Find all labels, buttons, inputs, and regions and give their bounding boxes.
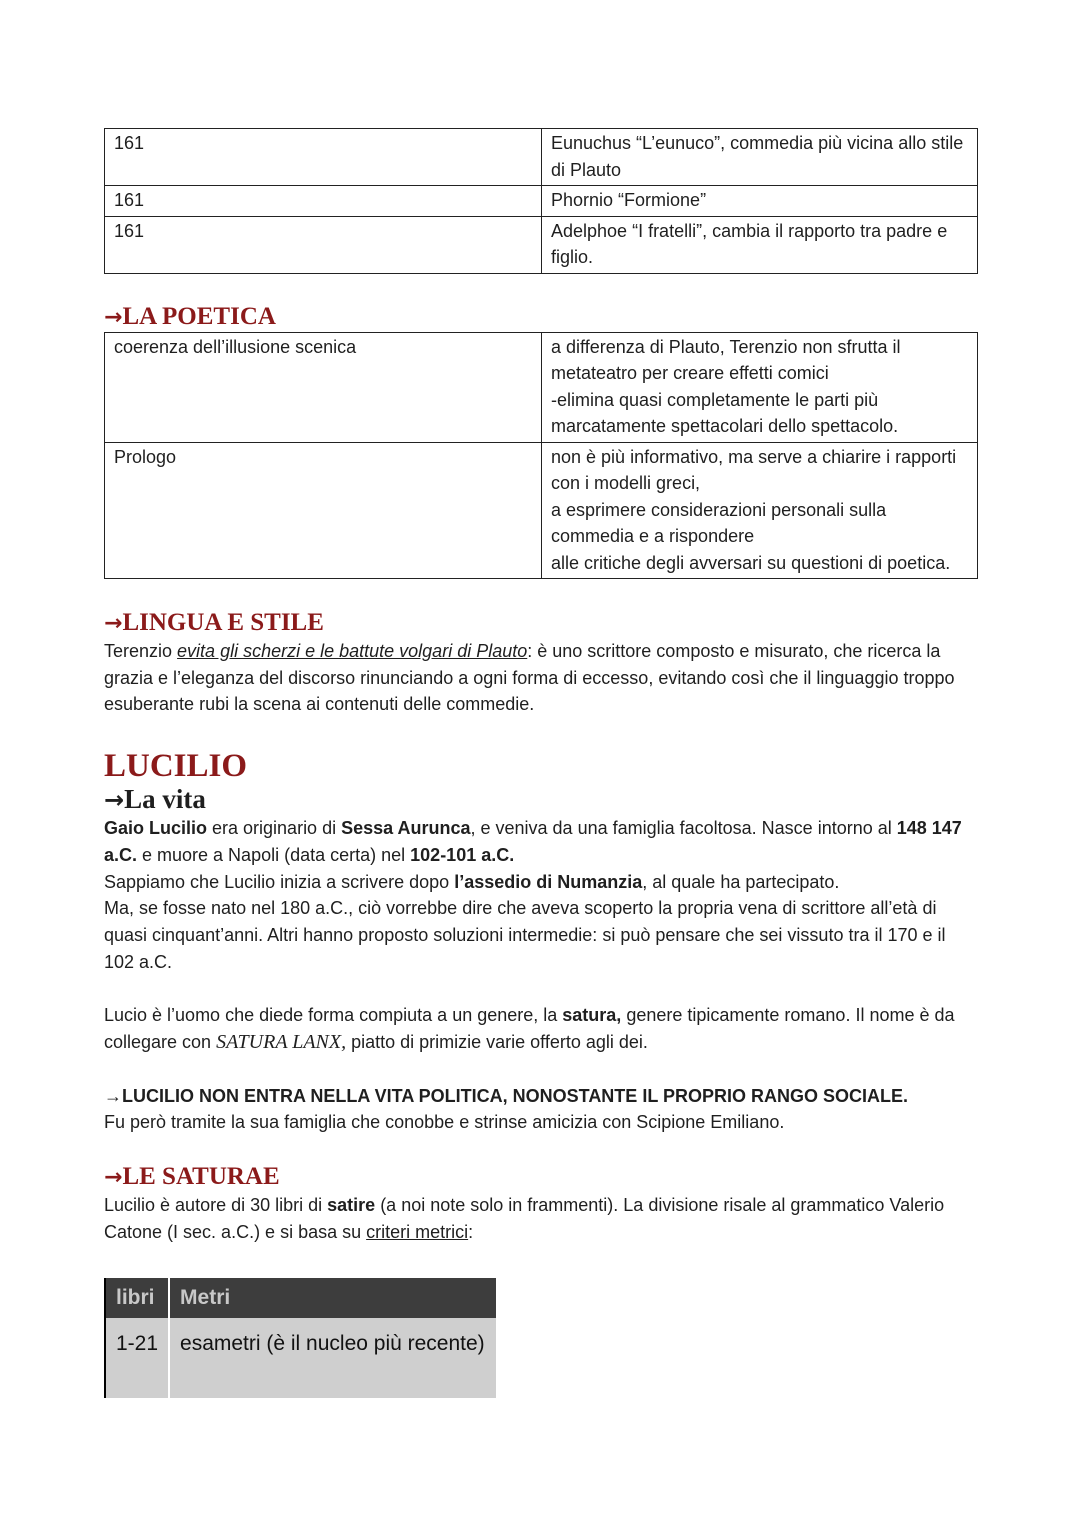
desc-line: non è più informativo, ma serve a chiarire i rapporti con i modelli greci, <box>551 446 957 493</box>
document-page <box>104 128 978 1246</box>
metri-table <box>104 1278 497 1398</box>
table-row <box>105 442 978 579</box>
table-row <box>105 129 978 186</box>
heading-text: LINGUA E STILE <box>122 609 324 636</box>
works-table <box>104 128 978 274</box>
table-header-row <box>105 1278 496 1318</box>
saturae-heading <box>104 1163 978 1192</box>
desc-line: -elimina quasi completamente le parti più marcatamente spettacolari dello spettacolo. <box>551 389 899 436</box>
column-header: Metri <box>169 1278 496 1318</box>
year-cell: 161 <box>105 216 542 273</box>
lucilio-title: LUCILIO <box>104 748 248 785</box>
heading-text: LA POETICA <box>122 302 276 330</box>
desc-cell <box>542 442 978 579</box>
vita-paragraph: Gaio Lucilio era originario di Sessa Aurunca, e veniva da una famiglia facoltosa. Nasce intorno al 148 147 a.C. e muore a Napoli (data certa) nel 102-101 a.C. <box>104 818 962 865</box>
lingua-heading <box>104 609 978 638</box>
desc-line: a differenza di Plauto, Terenzio non sfrutta il metateatro per creare effetti comici <box>551 336 901 383</box>
work-cell: Adelphoe “I fratelli”, cambia il rapporto tra padre e figlio. <box>542 216 978 273</box>
poetica-heading <box>104 303 978 332</box>
poetica-table <box>104 332 978 580</box>
arrow-icon: → <box>104 786 125 815</box>
saturae-paragraph: Lucilio è autore di 30 libri di satire (a noi note solo in frammenti). La divisione risale al grammatico Valerio Catone (I sec. a.C.) e si basa su criteri metrici: <box>104 1195 945 1242</box>
desc-line: a esprimere considerazioni personali sulla commedia e a rispondere <box>551 499 887 546</box>
table-row <box>105 216 978 273</box>
year-cell: 161 <box>105 186 542 217</box>
work-cell: Phornio “Formione” <box>542 186 978 217</box>
table-row <box>105 186 978 217</box>
term-cell: Prologo <box>105 442 542 579</box>
work-cell: Eunuchus “L’eunuco”, commedia più vicina allo stile di Plauto <box>542 129 978 186</box>
vita-heading: →La vita <box>104 784 206 815</box>
politica-paragraph: →LUCILIO NON ENTRA NELLA VITA POLITICA, NONOSTANTE IL PROPRIO RANGO SOCIALE. <box>104 1085 909 1106</box>
vita-paragraph: Ma, se fosse nato nel 180 a.C., ciò vorrebbe dire che aveva scoperto la propria vena di scrittore all’età di quasi cinquant’anni. Altri hanno proposto soluzioni intermedie: si può pensare che sei vissuto tra il 170 e il 102 a.C. <box>104 898 946 972</box>
table-row <box>105 332 978 442</box>
table-cell: esametri (è il nucleo più recente) <box>169 1318 496 1398</box>
politica-paragraph: Fu però tramite la sua famiglia che conobbe e strinse amicizia con Scipione Emiliano. <box>104 1112 785 1133</box>
term-cell: coerenza dell’illusione scenica <box>105 332 542 442</box>
column-header: libri <box>105 1278 169 1318</box>
year-cell: 161 <box>105 129 542 186</box>
arrow-icon: → <box>104 611 123 636</box>
heading-text: LE SATURAE <box>122 1163 280 1191</box>
table-row <box>105 1318 496 1398</box>
vita-paragraph: Sappiamo che Lucilio inizia a scrivere dopo l’assedio di Numanzia, al quale ha partecipato. <box>104 871 840 892</box>
arrow-icon: → <box>104 304 123 330</box>
lingua-paragraph: Terenzio evita gli scherzi e le battute volgari di Plauto: è uno scrittore composto e misurato, che ricerca la grazia e l’eleganza del discorso rinunciando a ogni forma di eccesso, evitando così che il linguaggio troppo esuberante rubi la scena ai contenuti delle commedie. <box>104 641 955 715</box>
desc-line: alle critiche degli avversari su questioni di poetica. <box>551 552 951 573</box>
desc-cell <box>542 332 978 442</box>
arrow-icon: → <box>104 1165 123 1191</box>
table-cell: 1-21 <box>105 1318 169 1398</box>
satura-paragraph: Lucio è l’uomo che diede forma compiuta a un genere, la satura, genere tipicamente romano. Il nome è da collegare con SATURA LANX, piatto di primizie varie offerto agli dei. <box>104 1005 955 1054</box>
